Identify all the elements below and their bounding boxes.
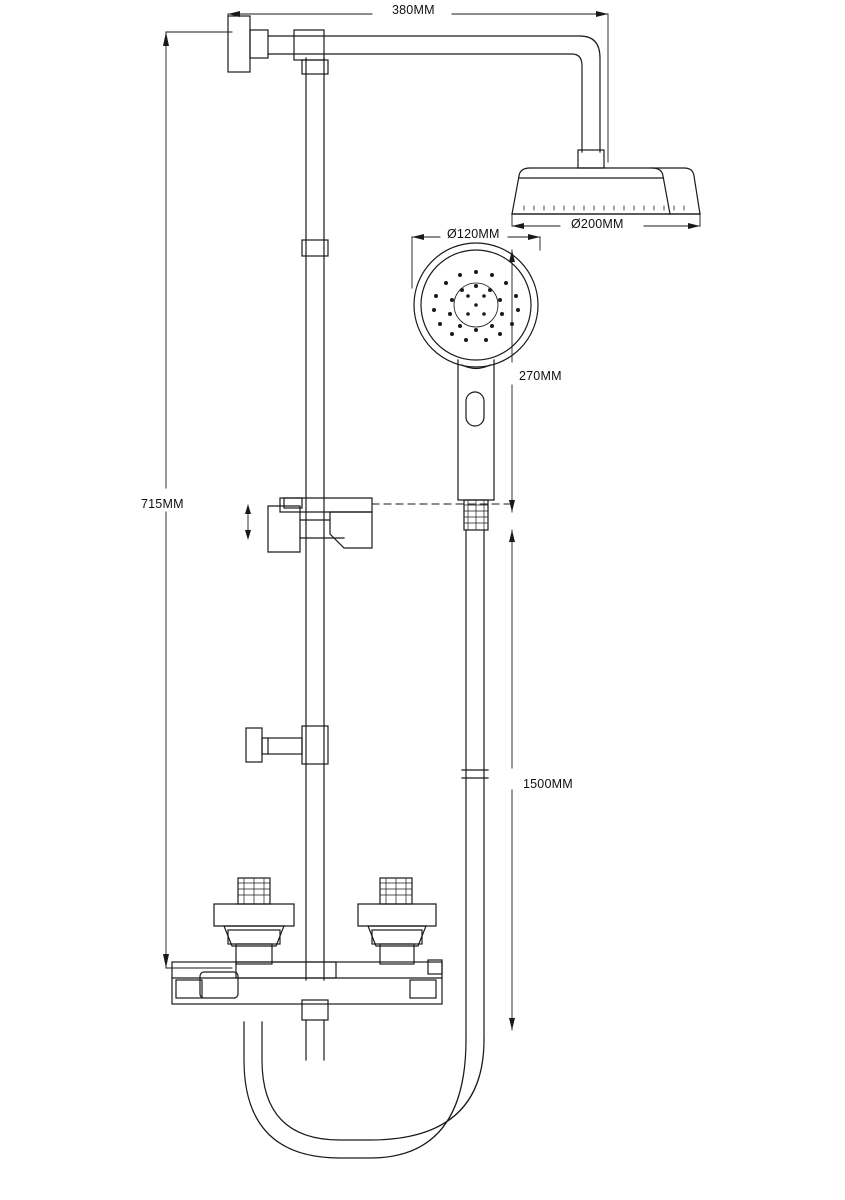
shower-arm <box>228 16 604 168</box>
wall-bracket <box>246 728 302 762</box>
dimension-label-rain-head-diameter: Ø200MM <box>571 217 624 231</box>
dimension-lines <box>163 11 700 1030</box>
slide-bar-holder <box>268 498 372 552</box>
dimension-label-hand-shower-diameter: Ø120MM <box>447 227 500 241</box>
shower-hose <box>244 530 488 1158</box>
dimension-label-hose-length: 1500MM <box>523 777 573 791</box>
thermostatic-mixer <box>172 960 442 1004</box>
inlet-fittings <box>214 878 436 964</box>
dimension-label-overall-width: 380MM <box>392 3 435 17</box>
hand-shower <box>414 243 538 530</box>
riser-rail <box>302 58 328 1020</box>
rain-shower-head <box>512 168 700 214</box>
dimension-label-hand-shower-length: 270MM <box>519 369 562 383</box>
dimension-label-slide-bar-travel: 715MM <box>141 497 184 511</box>
